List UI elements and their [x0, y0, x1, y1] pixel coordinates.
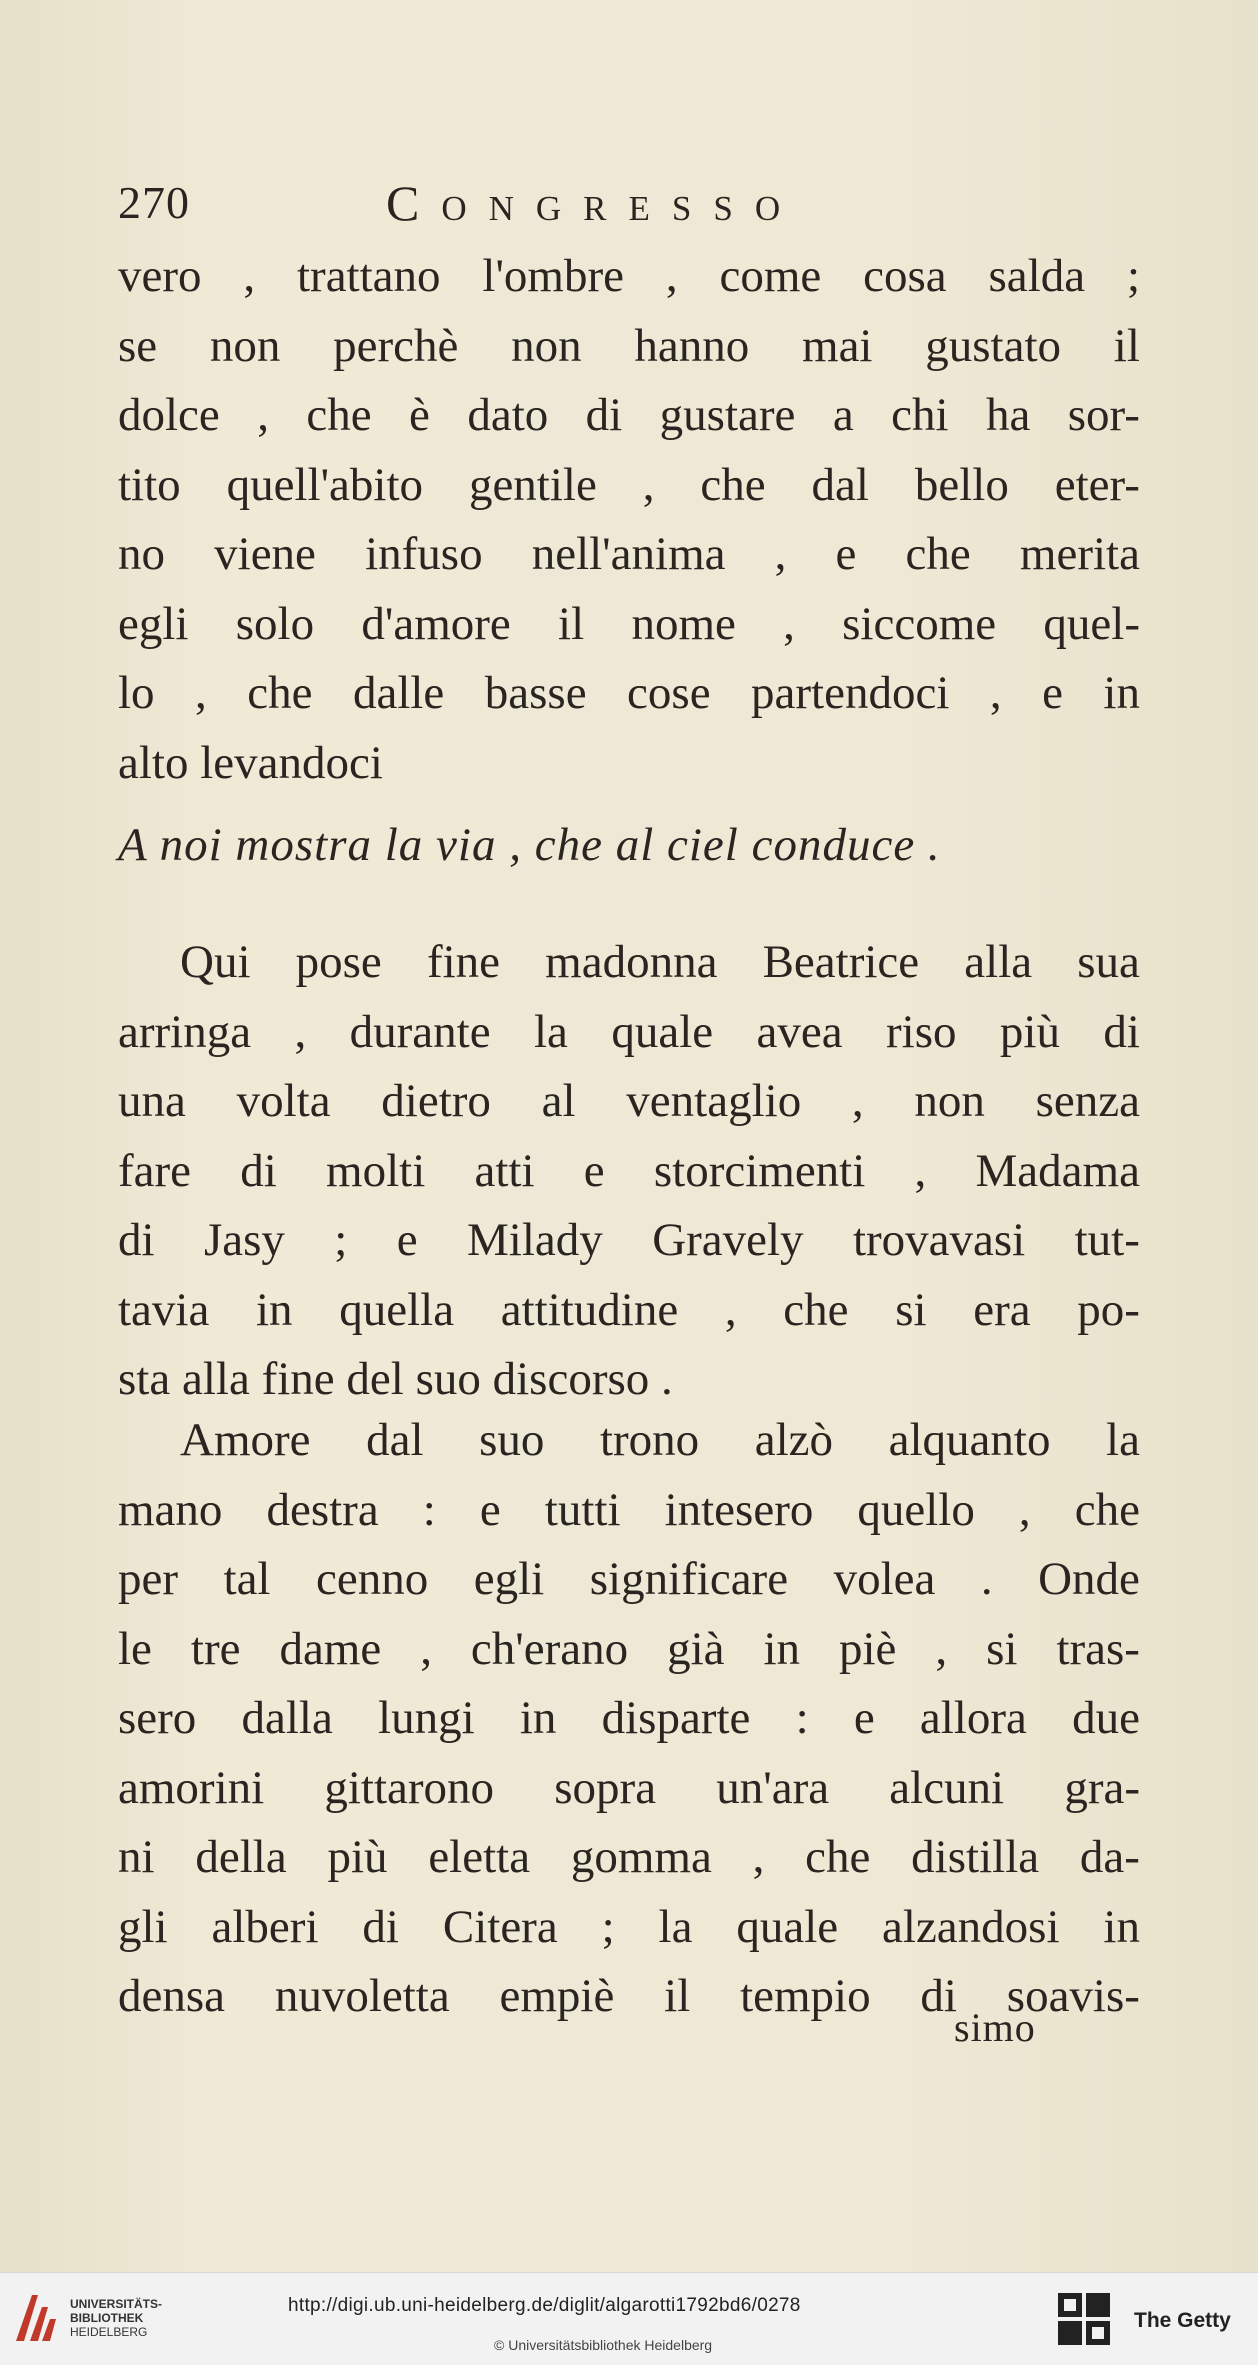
word: perchè	[333, 319, 459, 372]
word: distilla	[911, 1831, 1040, 1883]
word: atti	[474, 1144, 535, 1197]
word: ,	[1018, 1483, 1031, 1536]
word: viene	[214, 528, 316, 580]
word: siccome	[842, 597, 997, 650]
text-line	[118, 1754, 1140, 1824]
word: si	[986, 1622, 1018, 1675]
word: basse	[484, 667, 587, 719]
word: lo	[118, 667, 155, 719]
copyright-notice: © Universitätsbibliothek Heidelberg	[494, 2337, 713, 2353]
word: quale	[611, 1005, 714, 1058]
word: mai	[802, 319, 873, 372]
word: ,	[935, 1622, 948, 1675]
word: dalle	[352, 667, 445, 719]
word: una	[118, 1075, 186, 1127]
word: era	[973, 1283, 1031, 1336]
library-name-line: HEIDELBERG	[70, 2325, 148, 2339]
word: nome	[631, 597, 736, 650]
word: gustato	[925, 319, 1062, 372]
word: levandoci	[200, 736, 383, 789]
word: discorso	[492, 1353, 662, 1405]
word: ,	[914, 1144, 927, 1197]
word: il	[1113, 319, 1140, 372]
word: in	[519, 1692, 557, 1744]
library-name-line: BIBLIOTHEK	[70, 2311, 144, 2325]
word: ,	[195, 667, 207, 719]
word: salda	[988, 250, 1086, 302]
word: gentile	[468, 458, 597, 511]
word: non	[914, 1075, 985, 1127]
getty-logo-icon[interactable]	[1056, 2291, 1114, 2349]
word: suo	[415, 1353, 493, 1405]
word: il	[664, 1970, 691, 2022]
word: ,	[774, 528, 787, 580]
word: da-	[1079, 1831, 1140, 1883]
word: .	[661, 1353, 673, 1405]
word: po-	[1077, 1283, 1140, 1336]
word: che	[783, 1283, 849, 1336]
text-line	[118, 1476, 1140, 1546]
word: dal	[366, 1414, 424, 1466]
word: alla	[181, 1353, 262, 1405]
word: alzò	[754, 1414, 834, 1466]
word: fare	[118, 1144, 192, 1197]
word: volta	[236, 1075, 331, 1127]
paragraph-3	[118, 1406, 1140, 2032]
word: amorini	[118, 1761, 265, 1814]
word: in	[1103, 1900, 1140, 1953]
word: tutti	[544, 1483, 621, 1536]
text-line	[118, 312, 1140, 382]
text-line	[118, 1276, 1140, 1346]
word: Gravely	[652, 1214, 804, 1266]
word: infuso	[365, 528, 483, 580]
university-library-logo-icon[interactable]	[12, 2291, 60, 2343]
word: di	[362, 1900, 399, 1953]
text-line	[118, 1545, 1140, 1615]
text-line	[118, 928, 1140, 998]
word: di	[118, 1214, 155, 1266]
word: del	[346, 1353, 416, 1405]
word: dietro	[381, 1075, 491, 1127]
word: ,	[989, 667, 1002, 719]
word: per	[118, 1553, 179, 1605]
word: nuvoletta	[274, 1970, 450, 2022]
word: destra	[266, 1483, 379, 1536]
word: ,	[851, 1075, 864, 1127]
word: egli	[473, 1553, 545, 1605]
word: alberi	[211, 1900, 319, 1953]
verse-quote: A noi mostra la via , che al ciel conduce .	[118, 819, 941, 871]
word: egli	[118, 597, 189, 650]
text-line	[118, 242, 1140, 312]
word: e	[479, 1483, 501, 1536]
word: empiè	[499, 1970, 615, 2022]
word: :	[795, 1692, 809, 1744]
word: gustare	[659, 389, 796, 441]
word: durante	[349, 1005, 491, 1058]
text-line	[118, 998, 1140, 1068]
word: gra-	[1064, 1761, 1140, 1814]
word: Beatrice	[762, 936, 920, 988]
word: gomma	[570, 1831, 712, 1883]
word: lungi	[378, 1692, 475, 1744]
word: è	[409, 389, 430, 441]
word: vero	[118, 250, 202, 302]
word: eter-	[1054, 458, 1140, 511]
word: un'ara	[716, 1761, 830, 1814]
word: attitudine	[500, 1283, 679, 1336]
text-line	[118, 1067, 1140, 1137]
word: soavis-	[1006, 1970, 1140, 2022]
word: Amore	[180, 1414, 311, 1466]
word: fine	[426, 936, 501, 988]
word: dal	[811, 458, 869, 511]
word: dato	[467, 389, 549, 441]
word: già	[667, 1622, 725, 1675]
word: al	[541, 1075, 576, 1127]
getty-partner-name: The Getty	[1134, 2309, 1231, 2332]
word: più	[999, 1005, 1060, 1058]
library-name	[70, 2297, 162, 2339]
word: due	[1072, 1692, 1140, 1744]
word: Jasy	[203, 1214, 285, 1266]
library-name-line: UNIVERSITÄTS-	[70, 2297, 163, 2311]
word: significare	[589, 1553, 789, 1605]
text-line	[118, 381, 1140, 451]
word: trattano	[296, 250, 441, 302]
word: il	[558, 597, 585, 650]
word: in	[763, 1622, 801, 1675]
word: si	[895, 1283, 927, 1336]
word: d'amore	[361, 597, 511, 650]
word: tras-	[1056, 1622, 1140, 1675]
word: volea	[833, 1553, 936, 1605]
word: ventaglio	[626, 1075, 802, 1127]
word: che	[905, 528, 971, 580]
word: merita	[1019, 528, 1140, 580]
word: in	[256, 1283, 293, 1336]
word: che	[247, 667, 313, 719]
word: non	[511, 319, 582, 372]
word: dame	[279, 1622, 382, 1675]
word: le	[118, 1622, 152, 1675]
word: della	[195, 1831, 287, 1883]
word: ha	[985, 389, 1031, 441]
word: avea	[756, 1005, 843, 1058]
word: suo	[479, 1414, 545, 1466]
word: ,	[642, 458, 655, 511]
word: tre	[190, 1622, 241, 1675]
word: disparte	[601, 1692, 751, 1744]
text-line	[118, 451, 1140, 521]
word: la	[658, 1900, 693, 1953]
word: e	[835, 528, 857, 580]
word: :	[422, 1483, 436, 1536]
word: e	[853, 1692, 875, 1744]
text-line	[118, 520, 1140, 590]
word: eletta	[428, 1831, 531, 1883]
word: a	[832, 389, 854, 441]
word: trovavasi	[852, 1214, 1026, 1266]
word: riso	[886, 1005, 957, 1058]
word: storcimenti	[653, 1144, 866, 1197]
word: Madama	[975, 1144, 1140, 1197]
word: Citera	[442, 1900, 558, 1953]
word: ,	[752, 1831, 765, 1883]
word: ,	[243, 250, 256, 302]
word: ,	[294, 1005, 307, 1058]
word: ,	[420, 1622, 432, 1675]
word: alquanto	[888, 1414, 1051, 1466]
word: quello	[857, 1483, 975, 1536]
text-line	[118, 659, 1140, 729]
word: partendoci	[751, 667, 950, 719]
page-number: 270	[118, 177, 190, 228]
text-line	[118, 1137, 1140, 1207]
word: Onde	[1038, 1553, 1140, 1605]
word: ;	[601, 1900, 615, 1953]
paragraph-2	[118, 928, 1140, 1415]
word: senza	[1035, 1075, 1140, 1127]
word: .	[980, 1553, 993, 1605]
text-line	[118, 1345, 1140, 1415]
text-line	[118, 1406, 1140, 1476]
text-line	[118, 590, 1140, 660]
word: quell'abito	[226, 458, 424, 511]
word: no	[118, 528, 165, 580]
word: di	[1103, 1005, 1140, 1058]
text-line	[118, 1206, 1140, 1276]
word: alzandosi	[882, 1900, 1060, 1953]
word: che	[805, 1831, 871, 1883]
word: molti	[326, 1144, 426, 1197]
word: sta	[118, 1353, 182, 1405]
word: tito	[118, 458, 181, 511]
word: la	[534, 1005, 568, 1058]
word: intesero	[664, 1483, 814, 1536]
word: dalla	[241, 1692, 333, 1744]
word: tut-	[1074, 1214, 1140, 1266]
word: sopra	[554, 1761, 657, 1814]
word: piè	[839, 1622, 897, 1675]
word: cose	[627, 667, 711, 719]
text-line	[118, 1823, 1140, 1893]
word: Qui	[180, 936, 251, 988]
word: cenno	[316, 1553, 429, 1605]
text-line	[118, 729, 1140, 799]
catchword: simo	[954, 2005, 1036, 2050]
word: di	[240, 1144, 277, 1197]
word: in	[1103, 667, 1140, 719]
word: bello	[914, 458, 1009, 511]
word: ,	[724, 1283, 737, 1336]
word: non	[209, 319, 281, 372]
word: chi	[891, 389, 949, 441]
word: solo	[235, 597, 315, 650]
word: che	[1074, 1483, 1140, 1536]
word: mano	[118, 1483, 223, 1536]
word: di	[920, 1970, 957, 2022]
word: Milady	[467, 1214, 603, 1266]
paragraph-1	[118, 242, 1140, 798]
word: ;	[334, 1214, 348, 1266]
word: sor-	[1067, 389, 1140, 441]
word: la	[1106, 1414, 1140, 1466]
word: ,	[257, 389, 269, 441]
word: cosa	[863, 250, 947, 302]
word: allora	[919, 1692, 1027, 1744]
text-line	[118, 1615, 1140, 1685]
word: più	[327, 1831, 388, 1883]
word: pose	[295, 936, 382, 988]
word: gittarono	[324, 1761, 495, 1814]
page-header	[118, 170, 1148, 240]
word: ;	[1126, 250, 1140, 302]
word: se	[118, 319, 158, 372]
word: che	[306, 389, 372, 441]
word: di	[585, 389, 623, 441]
word: alto	[118, 736, 201, 789]
word: quella	[339, 1283, 455, 1336]
word: dolce	[118, 389, 220, 441]
word: arringa	[118, 1005, 252, 1058]
word: trono	[599, 1414, 700, 1466]
word: come	[719, 250, 822, 302]
word: madonna	[545, 936, 718, 988]
viewer-footer	[0, 2272, 1258, 2365]
word: nell'anima	[531, 528, 726, 580]
text-line	[118, 1684, 1140, 1754]
word: densa	[118, 1970, 226, 2022]
word: che	[700, 458, 766, 511]
word: tempio	[740, 1970, 871, 2022]
word: ni	[118, 1831, 155, 1883]
word: ,	[665, 250, 678, 302]
word: sero	[118, 1692, 197, 1744]
word: quale	[736, 1900, 839, 1953]
word: ,	[783, 597, 795, 650]
word: quel-	[1043, 597, 1140, 650]
running-head: Congresso	[386, 175, 803, 231]
word: e	[583, 1144, 605, 1197]
permalink-link[interactable]: http://digi.ub.uni-heidelberg.de/diglit/algarotti1792bd6/0278	[288, 2295, 801, 2316]
word: tavia	[118, 1283, 210, 1336]
text-line	[118, 1893, 1140, 1963]
word: gli	[118, 1900, 168, 1953]
word: alcuni	[889, 1761, 1005, 1814]
word: hanno	[634, 319, 750, 372]
word: fine	[261, 1353, 347, 1405]
word: e	[1042, 667, 1063, 719]
word: tal	[223, 1553, 271, 1605]
word: l'ombre	[482, 250, 625, 302]
word: sua	[1077, 936, 1140, 988]
word: alla	[964, 936, 1033, 988]
word: ch'erano	[470, 1622, 629, 1675]
word: e	[396, 1214, 418, 1266]
